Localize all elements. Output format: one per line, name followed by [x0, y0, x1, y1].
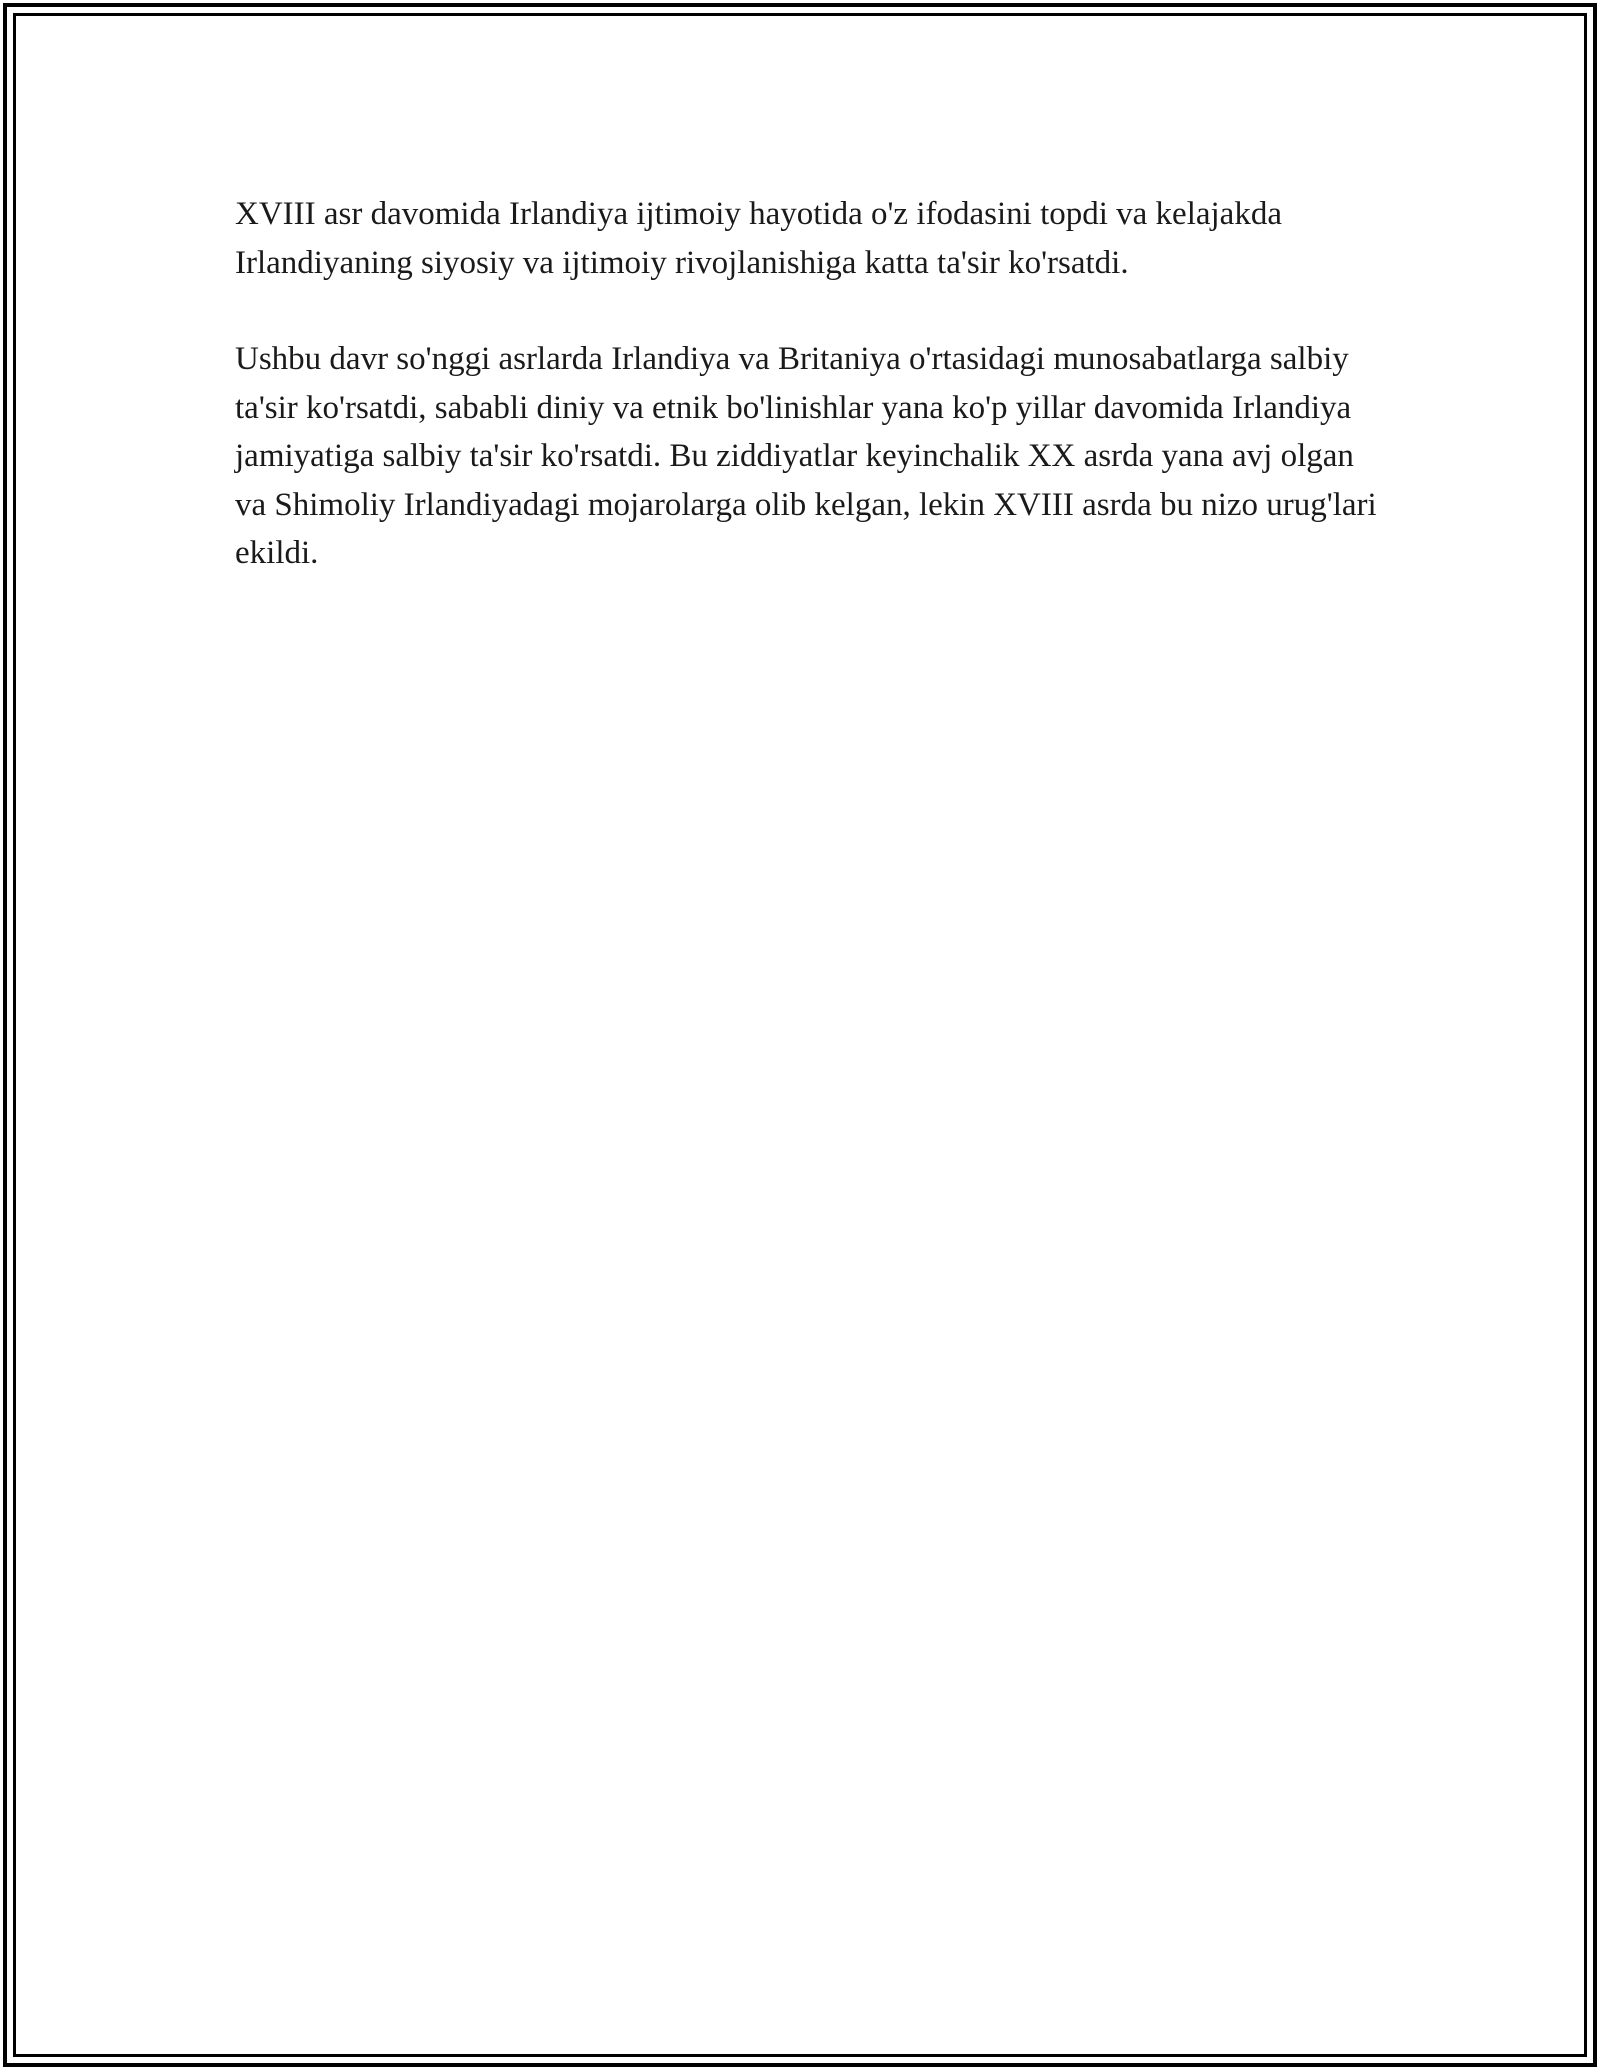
document-body	[235, 190, 1380, 626]
paragraph-2: Ushbu davr so'nggi asrlarda Irlandiya va Britaniya o'rtasidagi munosabatlarga salbiy ta'sir ko'rsatdi, sababli diniy va etnik bo'linishlar yana ko'p yillar davomida Irlandiya jamiyatiga salbiy ta'sir ko'rsatdi. Bu ziddiyatlar keyinchalik XX asrda yana avj olgan va Shimoliy Irlandiyadagi mojarolarga olib kelgan, lekin XVIII asrda bu nizo urug'lari ekildi.	[235, 341, 1377, 571]
paragraph-1: XVIII asr davomida Irlandiya ijtimoiy hayotida o'z ifodasini topdi va kelajakda Irlandiyaning siyosiy va ijtimoiy rivojlanishiga katta ta'sir ko'rsatdi.	[235, 196, 1282, 281]
